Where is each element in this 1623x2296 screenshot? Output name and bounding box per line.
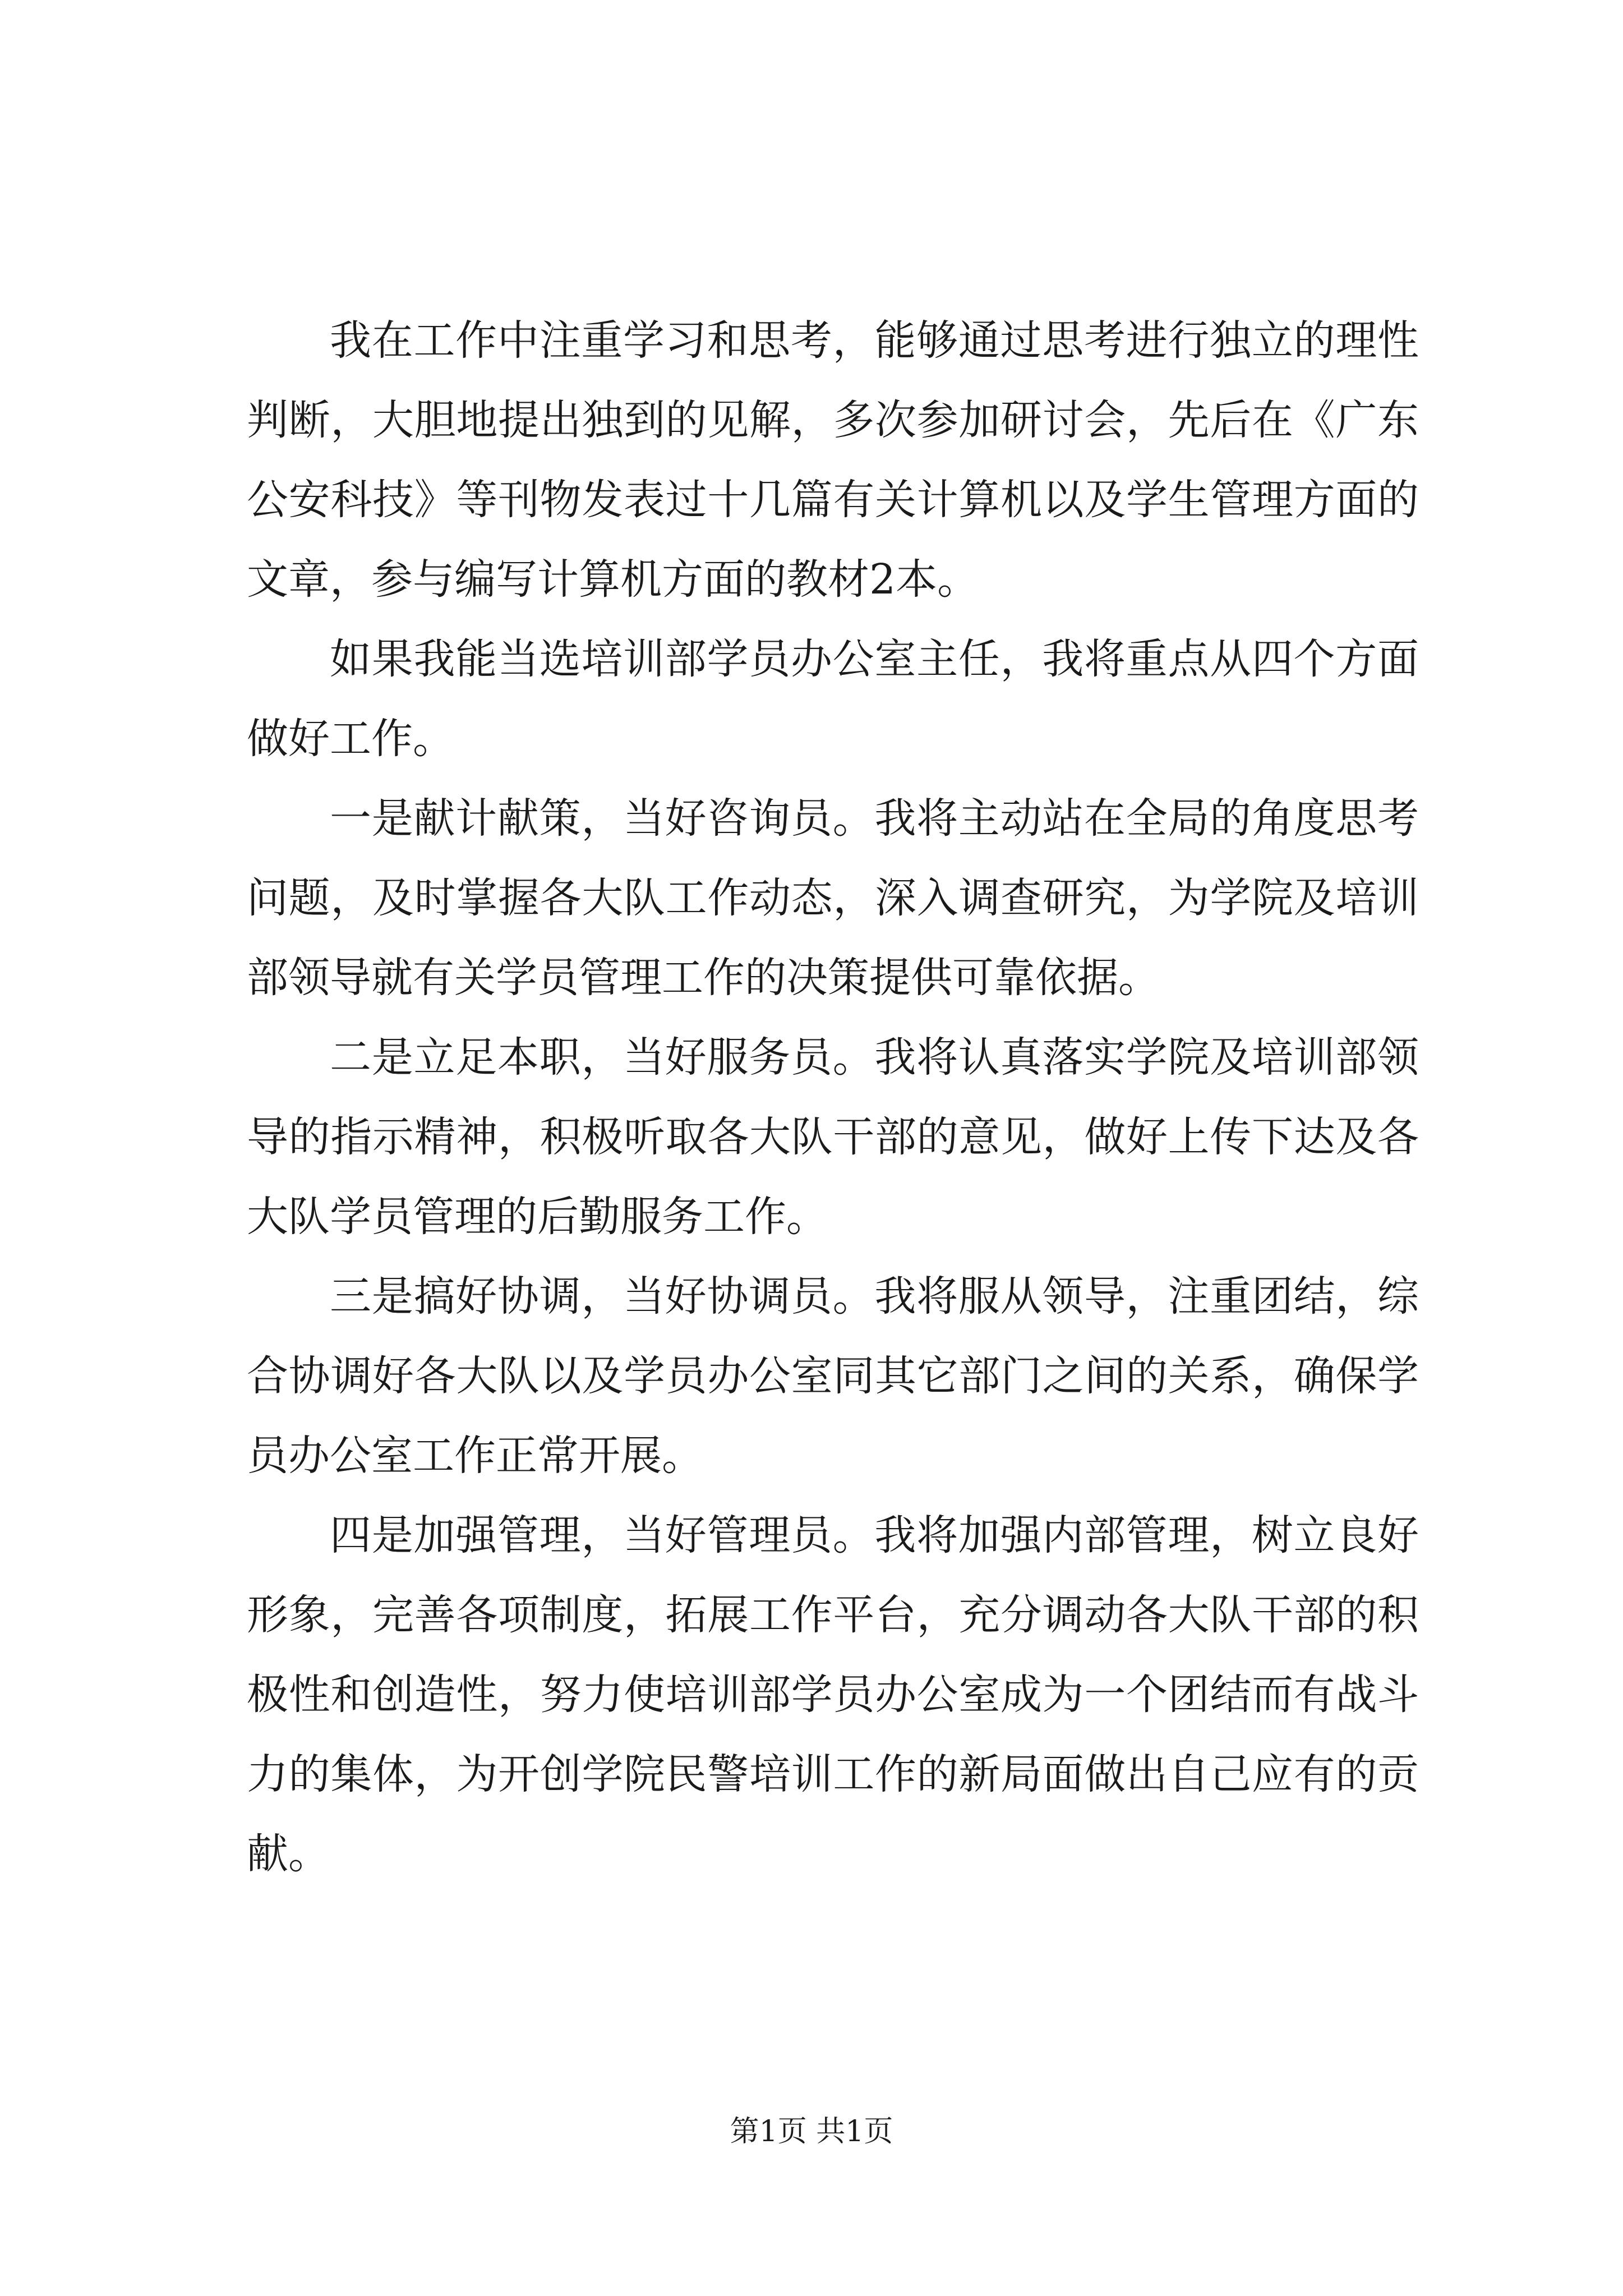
paragraph-service: 二是立足本职，当好服务员。我将认真落实学院及培训部领导的指示精神，积极听取各大队干部的意见，做好上传下达及各大队学员管理的后勤服务工作。 — [247, 1033, 1419, 1241]
paragraph-study: 我在工作中注重学习和思考，能够通过思考进行独立的理性判断，大胆地提出独到的见解，多次参加研讨会，先后在《广东公安科技》等刊物发表过十几篇有关计算机以及学生管理方面的文章，参与编写计算机方面的教材2本。 — [247, 316, 1419, 604]
paragraph-intro-plan: 如果我能当选培训部学员办公室主任，我将重点从四个方面做好工作。 — [247, 635, 1419, 763]
document-body — [247, 301, 1419, 1894]
paragraph-management: 四是加强管理，当好管理员。我将加强内部管理，树立良好形象，完善各项制度，拓展工作平台，充分调动各大队干部的积极性和创造性，努力使培训部学员办公室成为一个团结而有战斗力的集体，为开创学院民警培训工作的新局面做出自己应有的贡献。 — [247, 1511, 1419, 1878]
paragraph-coordination: 三是搞好协调，当好协调员。我将服从领导，注重团结，综合协调好各大队以及学员办公室同其它部门之间的关系，确保学员办公室工作正常开展。 — [247, 1272, 1419, 1480]
paragraph-consultant: 一是献计献策，当好咨询员。我将主动站在全局的角度思考问题，及时掌握各大队工作动态，深入调查研究，为学院及培训部领导就有关学员管理工作的决策提供可靠依据。 — [247, 794, 1419, 1002]
page-footer: 第1页 共1页 — [730, 2115, 893, 2148]
